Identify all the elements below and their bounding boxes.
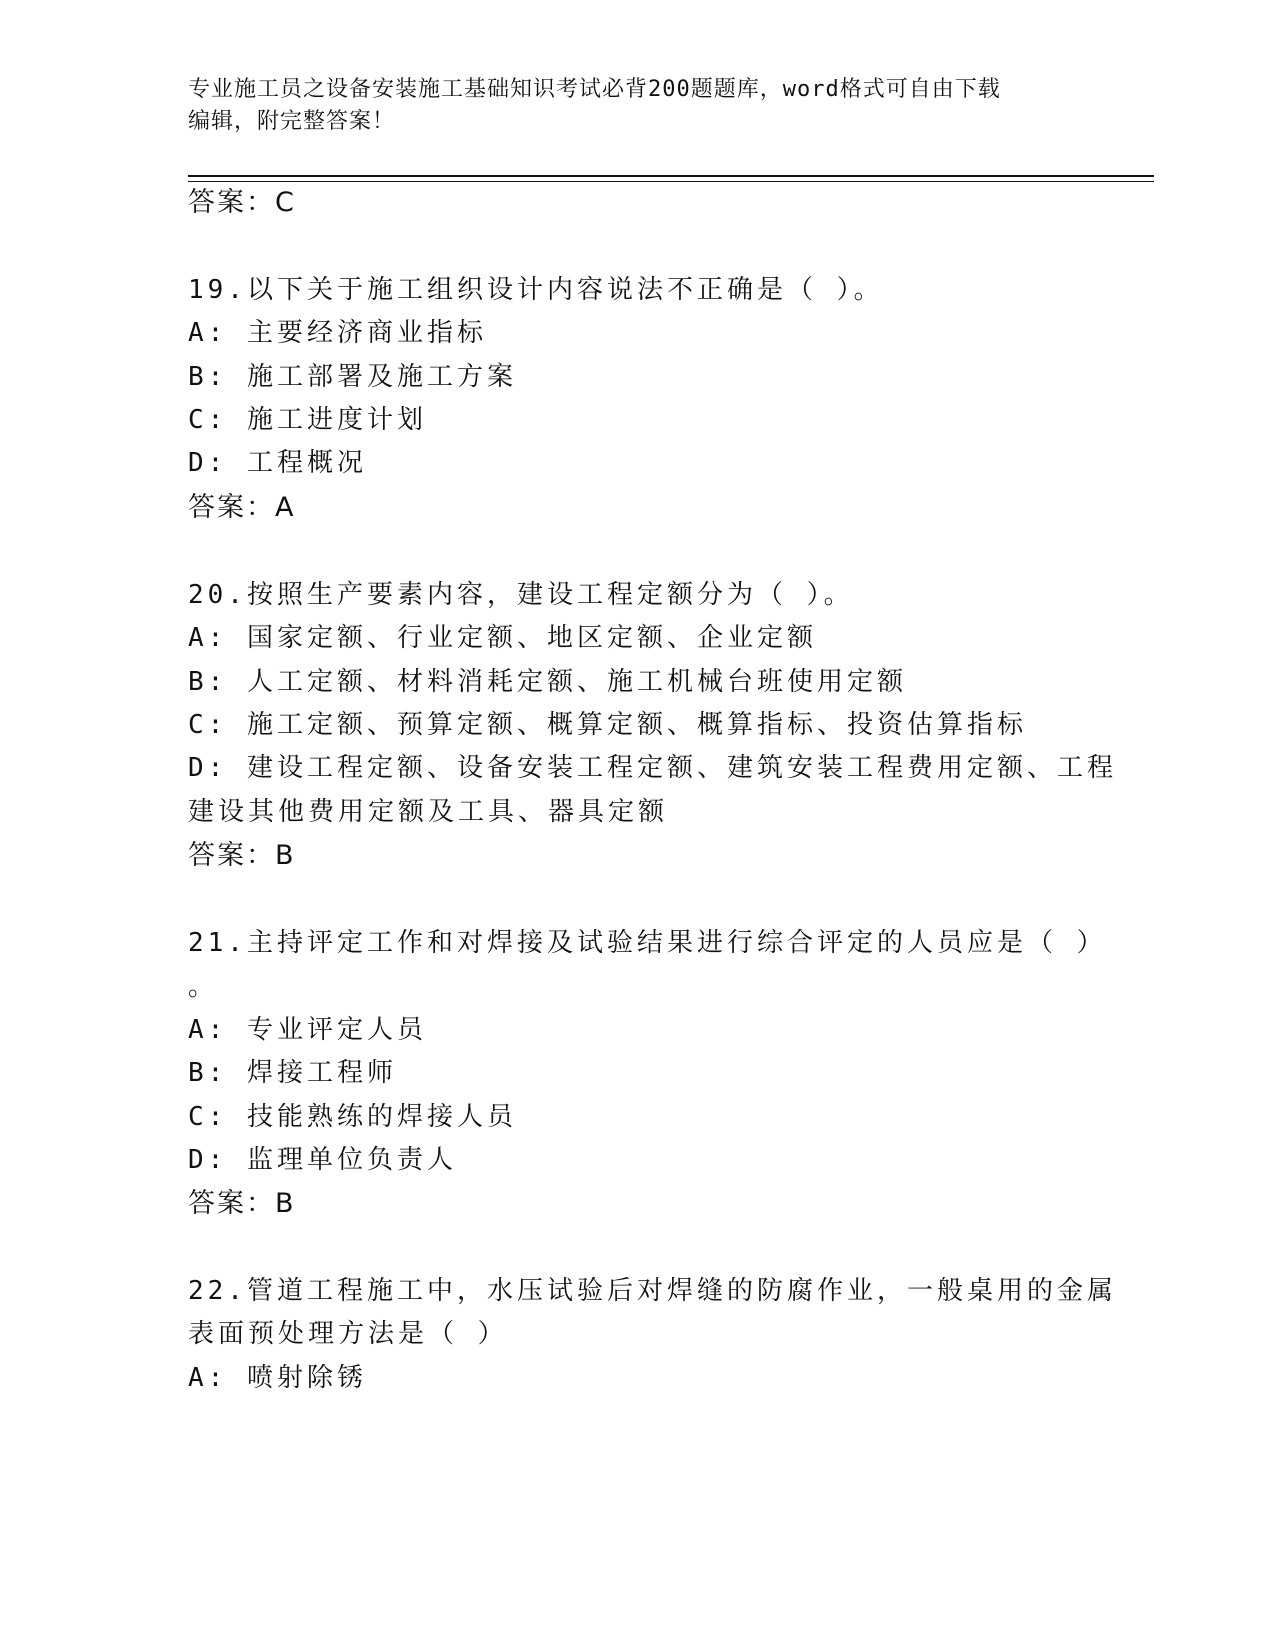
question-19-option-d: D: 工程概况 (188, 448, 367, 478)
question-22-stem-line-1: 22.管道工程施工中，水压试验后对焊缝的防腐作业，一般桌用的金属 (188, 1276, 1117, 1306)
question-21-stem-line-1: 21.主持评定工作和对焊接及试验结果进行综合评定的人员应是（ ） (188, 928, 1107, 958)
question-21-option-d: D: 监理单位负责人 (188, 1145, 457, 1175)
question-19-option-c: C: 施工进度计划 (188, 405, 427, 435)
header-title-line-1: 专业施工员之设备安装施工基础知识考试必背200题题库，word格式可自由下载 (188, 77, 1001, 102)
question-21-option-a: A: 专业评定人员 (188, 1015, 427, 1045)
question-20-option-a: A: 国家定额、行业定额、地区定额、企业定额 (188, 623, 817, 653)
question-21-stem-line-2: 。 (188, 972, 219, 1002)
question-21-option-c: C: 技能熟练的焊接人员 (188, 1102, 517, 1132)
document-header (188, 74, 1068, 138)
question-21-option-b: B: 焊接工程师 (188, 1058, 397, 1088)
question-20-option-b: B: 人工定额、材料消耗定额、施工机械台班使用定额 (188, 667, 907, 697)
question-20-stem: 20.按照生产要素内容，建设工程定额分为（ ）。 (188, 580, 854, 610)
question-20-option-d-line-1: D: 建设工程定额、设备安装工程定额、建筑安装工程费用定额、工程 (188, 753, 1117, 783)
question-19-stem: 19.以下关于施工组织设计内容说法不正确是（ ）。 (188, 275, 884, 305)
question-19-option-a: A: 主要经济商业指标 (188, 318, 487, 348)
answer-q20: 答案：B (188, 840, 296, 871)
answer-q21: 答案：B (188, 1188, 296, 1219)
question-20-option-c: C: 施工定额、预算定额、概算定额、概算指标、投资估算指标 (188, 710, 1027, 740)
question-20-option-d-line-2: 建设其他费用定额及工具、器具定额 (188, 797, 669, 827)
header-rule-thick (188, 175, 1154, 177)
header-title-line-2: 编辑，附完整答案！ (188, 109, 396, 134)
answer-q18: 答案：C (188, 187, 296, 218)
answer-q19: 答案：A (188, 492, 296, 523)
question-22-option-a: A: 喷射除锈 (188, 1363, 367, 1393)
question-22-stem-line-2: 表面预处理方法是（ ） (188, 1319, 508, 1349)
header-rule-thin (188, 181, 1154, 182)
question-19-option-b: B: 施工部署及施工方案 (188, 362, 517, 392)
